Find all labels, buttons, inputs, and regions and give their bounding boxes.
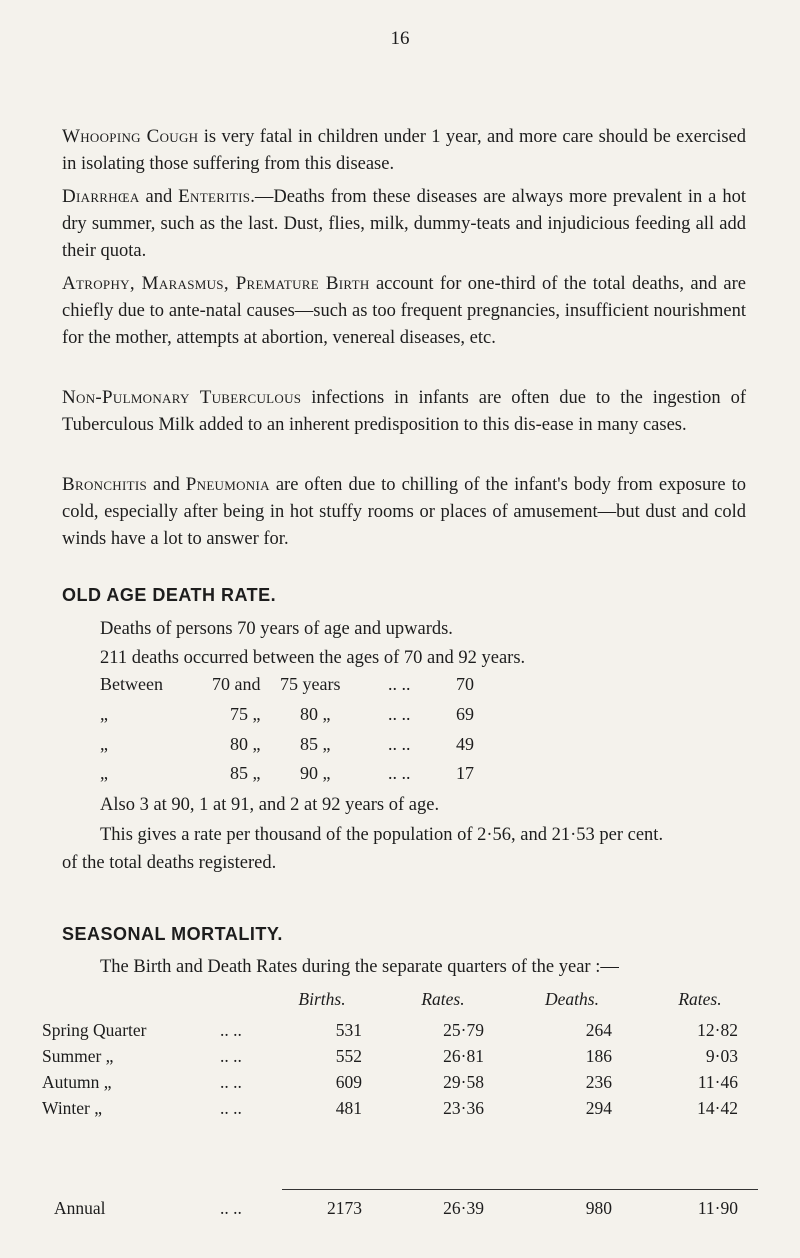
cell-death-rate: 14·42	[697, 1098, 738, 1118]
term-diarrhoea: Diarrhœa	[62, 186, 140, 207]
cell-birth-rate: 26·39	[443, 1198, 484, 1218]
term-enteritis: Enteritis	[178, 186, 251, 207]
cell-deaths: 236	[585, 1072, 612, 1092]
paragraph-bronchitis	[62, 471, 746, 553]
age-from: 80 „	[230, 734, 261, 754]
cell-births: 481	[335, 1098, 362, 1118]
age-row	[100, 763, 480, 790]
cell-deaths: 186	[585, 1046, 612, 1066]
cell-birth-rate: 26·81	[443, 1046, 484, 1066]
row-label: Spring Quarter	[42, 1020, 147, 1040]
leader-dots: .. ..	[388, 704, 411, 724]
table-row-total	[42, 1198, 758, 1224]
cell-births: 531	[335, 1020, 362, 1040]
leader-dots: .. ..	[220, 1198, 242, 1218]
old-age-rate-line-1: This gives a rate per thousand of the population of 2·56, and 21·53 per cent.	[100, 825, 664, 845]
age-prefix: Between	[100, 674, 163, 694]
leader-dots: .. ..	[388, 763, 411, 783]
col-header-births: Births.	[298, 989, 346, 1009]
age-from: 70 and	[212, 674, 261, 694]
cell-deaths: 264	[585, 1020, 612, 1040]
age-from: 75 „	[230, 704, 261, 724]
cell-birth-rate: 29·58	[443, 1072, 484, 1092]
age-to: 75 years	[280, 674, 341, 694]
table-header	[42, 989, 758, 1015]
cell-births: 2173	[327, 1198, 362, 1218]
cell-births: 552	[335, 1046, 362, 1066]
table-row	[42, 1046, 758, 1072]
age-prefix: „	[100, 734, 108, 754]
paragraph-tuberculous	[62, 384, 746, 439]
paragraph-text: is very fatal in children under 1 year, and more care should be exercised in isolating those suffering from this disease.	[62, 127, 747, 174]
paragraph-diarrhoea	[62, 183, 746, 265]
leader-dots: .. ..	[220, 1020, 242, 1040]
old-age-line-2: 211 deaths occurred between the ages of 70 and 92 years.	[100, 648, 526, 668]
col-header-rates: Rates.	[421, 989, 465, 1009]
term-pneumonia: Pneumonia	[185, 474, 270, 495]
term-tuberculous: Non-Pulmonary Tuberculous	[62, 387, 302, 408]
age-prefix: „	[100, 763, 108, 783]
row-label: Summer „	[42, 1046, 114, 1066]
paragraph-text: .—Deaths from these diseases are always more prevalent in a hot dry summer, such as the last. Dust, flies, milk, dummy-teats and injudicious feeding all add their quota.	[62, 187, 746, 261]
leader-dots: .. ..	[388, 734, 411, 754]
cell-death-rate: 9·03	[705, 1046, 738, 1066]
age-count: 69	[456, 704, 474, 724]
page-number: 16	[390, 28, 410, 49]
term-atrophy: Atrophy, Marasmus, Premature Birth	[62, 273, 370, 294]
table-row	[42, 1072, 758, 1098]
table-row	[42, 1020, 758, 1046]
table-row	[42, 1098, 758, 1124]
cell-death-rate: 11·46	[697, 1072, 738, 1092]
age-prefix: „	[100, 704, 108, 724]
age-to: 85 „	[300, 734, 331, 754]
cell-birth-rate: 25·79	[443, 1020, 484, 1040]
old-age-also: Also 3 at 90, 1 at 91, and 2 at 92 years of age.	[100, 795, 440, 815]
row-label: Annual	[54, 1198, 106, 1218]
term-whooping-cough: Whooping Cough	[62, 126, 199, 147]
paragraph-text: and	[147, 475, 186, 495]
term-bronchitis: Bronchitis	[62, 474, 148, 495]
heading-old-age: OLD AGE DEATH RATE.	[62, 585, 277, 605]
leader-dots: .. ..	[220, 1098, 242, 1118]
row-label: Autumn „	[42, 1072, 112, 1092]
row-label: Winter „	[42, 1098, 103, 1118]
age-count: 70	[456, 674, 474, 694]
cell-deaths: 294	[585, 1098, 612, 1118]
paragraph-text: and	[139, 187, 179, 207]
paragraph-text: infections in infants are often due to the ingestion of Tuberculous Milk added to an inherent predisposition to this dis-ease in many cases.	[62, 388, 746, 435]
paragraph-whooping-cough	[62, 123, 746, 178]
total-rule	[282, 1189, 758, 1190]
cell-death-rate: 12·82	[697, 1020, 738, 1040]
old-age-rate-line-2: of the total deaths registered.	[62, 853, 277, 873]
cell-death-rate: 11·90	[697, 1198, 738, 1218]
paragraph-atrophy	[62, 270, 746, 352]
col-header-deaths: Deaths.	[545, 989, 599, 1009]
paragraph-text: account for one-third of the total deaths, and are chiefly due to ante-natal causes—such as too frequent pregnancies, insufficient nourishment for the mother, attempts at abortion, venereal diseases, etc.	[62, 274, 746, 348]
age-to: 80 „	[300, 704, 331, 724]
leader-dots: .. ..	[220, 1072, 242, 1092]
leader-dots: .. ..	[220, 1046, 242, 1066]
age-row	[100, 674, 480, 701]
old-age-line-1: Deaths of persons 70 years of age and upwards.	[100, 619, 453, 639]
seasonal-intro: The Birth and Death Rates during the separate quarters of the year :—	[100, 957, 619, 977]
age-row	[100, 734, 480, 761]
cell-deaths: 980	[585, 1198, 612, 1218]
age-row	[100, 704, 480, 731]
age-to: 90 „	[300, 763, 331, 783]
leader-dots: .. ..	[388, 674, 411, 694]
age-from: 85 „	[230, 763, 261, 783]
age-count: 49	[456, 734, 474, 754]
col-header-rates: Rates.	[678, 989, 722, 1009]
cell-birth-rate: 23·36	[443, 1098, 484, 1118]
cell-births: 609	[335, 1072, 362, 1092]
age-count: 17	[456, 763, 474, 783]
heading-seasonal-mortality: SEASONAL MORTALITY.	[62, 924, 283, 944]
paragraph-text: are often due to chilling of the infant's body from exposure to cold, especially after being in hot stuffy rooms or places of amusement—but dust and cold winds have a lot to answer for.	[62, 475, 747, 549]
